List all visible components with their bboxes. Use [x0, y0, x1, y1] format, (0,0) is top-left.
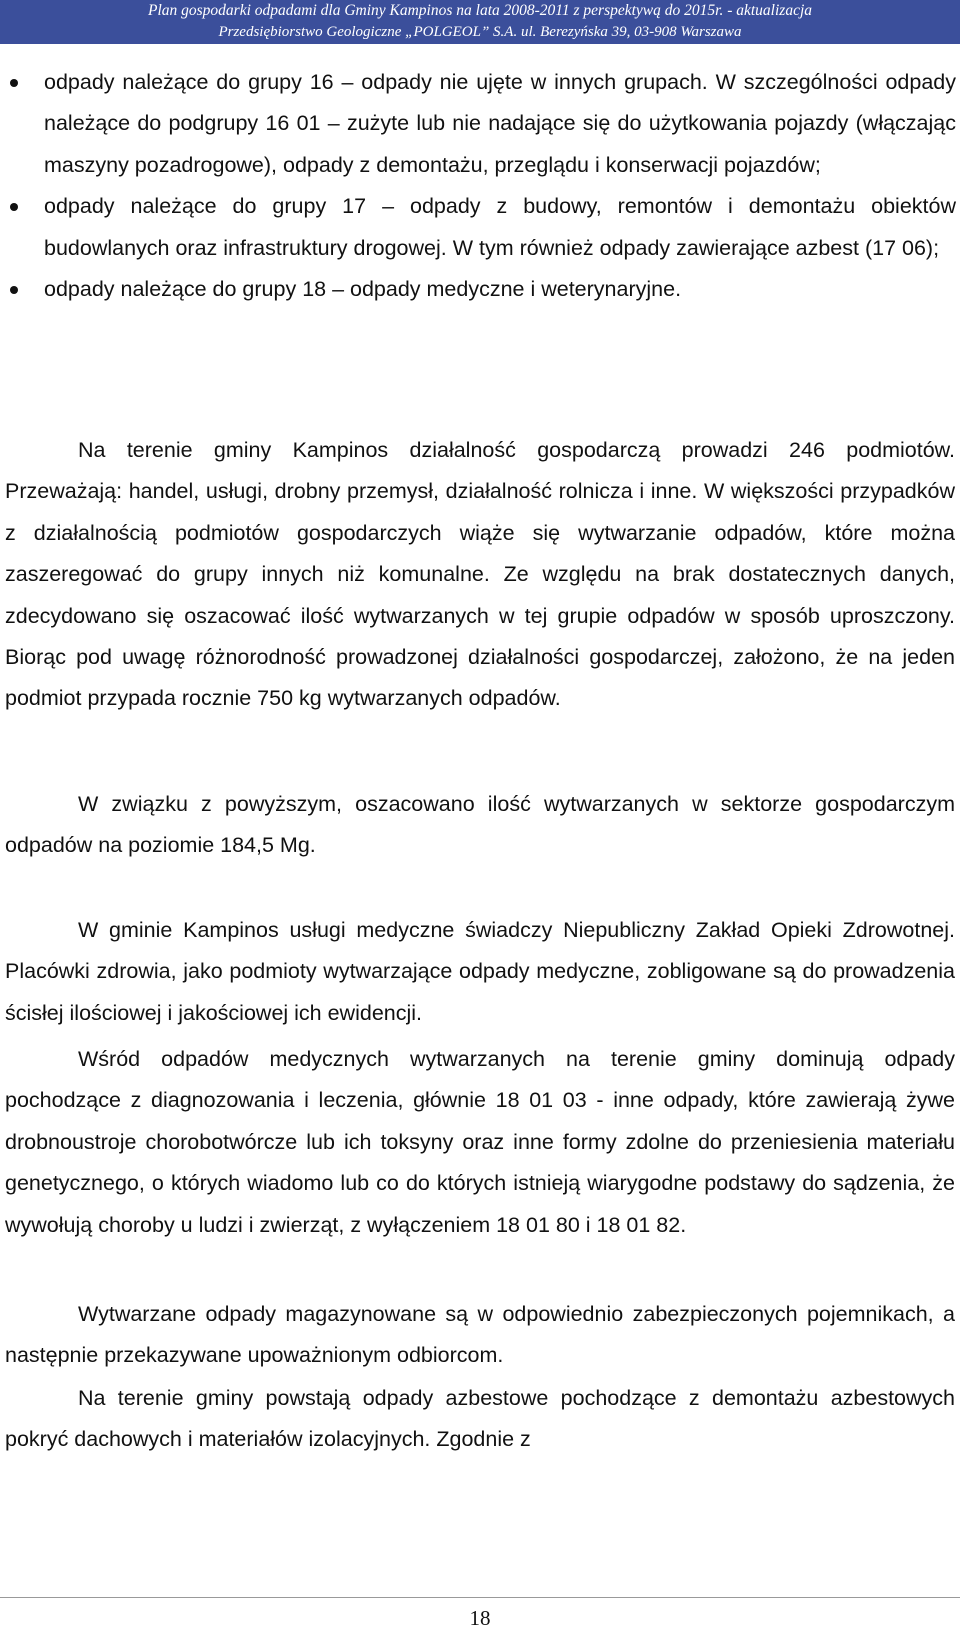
- header-title: Plan gospodarki odpadami dla Gminy Kampinos na lata 2008-2011 z perspektywą do 2015r. - aktualizacja: [147, 2, 813, 19]
- bullet-icon: [10, 286, 18, 294]
- bullet-list: [0, 62, 960, 310]
- paragraph-asbestos: Na terenie gminy powstają odpady azbestowe pochodzące z demontażu azbestowych pokryć dachowych i materiałów izolacyjnych. Zgodnie z: [5, 1386, 955, 1452]
- footer-divider: [0, 1597, 960, 1598]
- paragraph-estimate: W związku z powyższym, oszacowano ilość wytwarzanych w sektorze gospodarczym odpadów na poziomie 184,5 Mg.: [5, 792, 955, 858]
- header-company: Przedsiębiorstwo Geologiczne „POLGEOL” S.A. ul. Berezyńska 39, 03-908 Warszawa: [218, 24, 742, 40]
- bullet-icon: [10, 203, 18, 211]
- list-item-text: odpady należące do grupy 16 – odpady nie ujęte w innych grupach. W szczególności odpady należące do podgrupy 16 01 – zużyte lub nie nadające się do użytkowania pojazdy (włączając maszyny pozadrogowe), odpady z demontażu, przeglądu i konserwacji pojazdów;: [44, 70, 956, 177]
- list-item: [0, 62, 960, 186]
- list-item: [0, 269, 960, 310]
- paragraph-medical-waste: Wśród odpadów medycznych wytwarzanych na terenie gminy dominują odpady pochodzące z diagnozowania i leczenia, głównie 18 01 03 - inne odpady, które zawierają żywe drobnoustroje chorobotwórcze lub ich toksyny oraz inne formy zdolne do przeniesienia materiału genetycznego, o których wiadomo lub co do których istnieją wiarygodne podstawy do sądzenia, że wywołują choroby u ludzi i zwierząt, z wyłączeniem 18 01 80 i 18 01 82.: [5, 1047, 955, 1237]
- list-item: [0, 186, 960, 269]
- page-header: [0, 0, 960, 44]
- paragraph-medical-services: W gminie Kampinos usługi medyczne świadczy Niepubliczny Zakład Opieki Zdrowotnej. Placówki zdrowia, jako podmioty wytwarzające odpady medyczne, zobligowane są do prowadzenia ścisłej ilościowej i jakościowej ich ewidencji.: [5, 918, 955, 1025]
- paragraph-businesses: Na terenie gminy Kampinos działalność gospodarczą prowadzi 246 podmiotów. Przeważają: handel, usługi, drobny przemysł, działalność rolnicza i inne. W większości przypadków z działalnością podmiotów gospodarczych wiąże się wytwarzanie odpadów, które można zaszeregować do grupy innych niż komunalne. Ze względu na brak dostatecznych danych, zdecydowano się oszacować ilość wytwarzanych w tej grupie odpadów w sposób uproszczony. Biorąc pod uwagę różnorodność prowadzonej działalności gospodarczej, założono, że na jeden podmiot przypada rocznie 750 kg wytwarzanych odpadów.: [5, 438, 955, 711]
- bullet-icon: [10, 79, 18, 87]
- page-number: 18: [469, 1606, 491, 1630]
- list-item-text: odpady należące do grupy 18 – odpady medyczne i weterynaryjne.: [44, 277, 682, 302]
- paragraph-storage: Wytwarzane odpady magazynowane są w odpowiednio zabezpieczonych pojemnikach, a następnie przekazywane upoważnionym odbiorcom.: [5, 1302, 955, 1368]
- list-item-text: odpady należące do grupy 17 – odpady z budowy, remontów i demontażu obiektów budowlanych oraz infrastruktury drogowej. W tym również odpady zawierające azbest (17 06);: [44, 194, 956, 260]
